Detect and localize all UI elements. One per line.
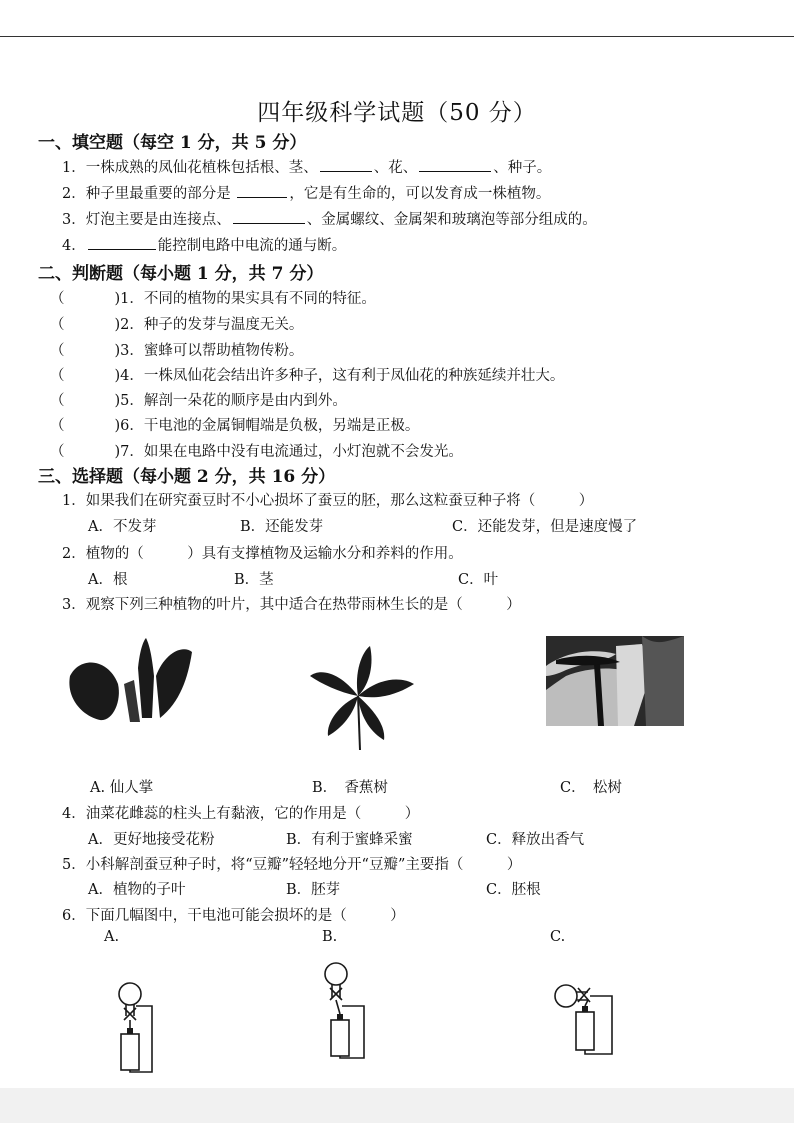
true-false-item-6: （ )6．干电池的金属铜帽端是负极，另端是正极。 <box>50 418 420 434</box>
circuit-figure-a <box>108 976 168 1076</box>
top-rule <box>0 36 794 37</box>
answer-blank <box>237 183 287 198</box>
choice-5-option-b: B．胚芽 <box>286 882 341 898</box>
circuit-figure-c <box>548 978 620 1060</box>
true-false-item-5: （ )5．解剖一朵花的顺序是由内到外。 <box>50 393 347 409</box>
choice-3-option-b: B． 香蕉树 <box>312 780 388 796</box>
true-false-item-3: （ )3．蜜蜂可以帮助植物传粉。 <box>50 343 304 359</box>
fill-blank-question-2: 2．种子里最重要的部分是 ，它是有生命的，可以发育成一株植物。 <box>62 182 550 203</box>
choice-3-option-a: A. 仙人掌 <box>90 780 154 796</box>
choice-question-4-stem: 4．油菜花雌蕊的柱头上有黏液，它的作用是（ ） <box>62 806 420 822</box>
true-false-item-2: （ )2．种子的发芽与温度无关。 <box>50 317 304 333</box>
choice-4-option-c: C．释放出香气 <box>486 832 585 848</box>
choice-4-option-a: A．更好地接受花粉 <box>88 832 215 848</box>
choice-3-option-c: C． 松树 <box>560 780 622 796</box>
choice-1-option-b: B．还能发芽 <box>240 519 324 535</box>
answer-blank <box>320 157 372 172</box>
choice-5-option-c: C．胚根 <box>486 882 541 898</box>
page-bottom-shade <box>0 1088 794 1123</box>
choice-question-6-stem: 6．下面几幅图中，干电池可能会损坏的是（ ） <box>62 908 405 924</box>
section-heading-true-false: 二、判断题（每小题 1 分，共 7 分） <box>38 264 324 284</box>
choice-question-3-stem: 3．观察下列三种植物的叶片，其中适合在热带雨林生长的是（ ） <box>62 597 521 613</box>
choice-4-option-b: B．有利于蜜蜂采蜜 <box>286 832 413 848</box>
true-false-item-4: （ )4．一株凤仙花会结出许多种子，这有利于凤仙花的种族延续并壮大。 <box>50 368 565 384</box>
choice-question-2-stem: 2．植物的（ ）具有支撑植物及运输水分和养料的作用。 <box>62 546 463 562</box>
choice-6-option-c: C. <box>550 929 566 945</box>
choice-2-option-a: A．根 <box>88 572 128 588</box>
circuit-figure-b <box>318 958 378 1062</box>
true-false-item-7: （ )7．如果在电路中没有电流通过，小灯泡就不会发光。 <box>50 444 463 460</box>
answer-blank <box>88 235 156 250</box>
answer-blank <box>233 209 305 224</box>
pine-tree-figure <box>546 636 684 726</box>
choice-5-option-a: A．植物的子叶 <box>88 882 186 898</box>
choice-1-option-a: A．不发芽 <box>88 519 157 535</box>
choice-1-option-c: C．还能发芽，但是速度慢了 <box>452 519 638 535</box>
true-false-item-1: （ )1．不同的植物的果实具有不同的特征。 <box>50 291 376 307</box>
fill-blank-question-4: 4． 能控制电路中电流的通与断。 <box>62 234 346 255</box>
choice-question-5-stem: 5．小科解剖蚕豆种子时，将“豆瓣”轻轻地分开“豆瓣”主要指（ ） <box>62 857 522 873</box>
choice-2-option-b: B．茎 <box>234 572 274 588</box>
fill-blank-question-1: 1．一株成熟的凤仙花植株包括根、茎、 、花、 、种子。 <box>62 156 551 177</box>
choice-6-option-a: A. <box>104 929 120 945</box>
choice-2-option-c: C．叶 <box>458 572 499 588</box>
page-title: 四年级科学试题（50 分） <box>257 100 537 126</box>
fill-blank-question-3: 3．灯泡主要是由连接点、 、金属螺纹、金属架和玻璃泡等部分组成的。 <box>62 208 597 229</box>
cactus-leaf-figure <box>60 636 195 728</box>
section-heading-choice: 三、选择题（每小题 2 分，共 16 分） <box>38 467 336 487</box>
banana-tree-leaf-figure <box>300 642 420 752</box>
section-heading-fill-blank: 一、填空题（每空 1 分，共 5 分） <box>38 133 307 153</box>
choice-6-option-b: B. <box>322 929 338 945</box>
answer-blank <box>419 157 491 172</box>
choice-question-1-stem: 1．如果我们在研究蚕豆时不小心损坏了蚕豆的胚，那么这粒蚕豆种子将（ ） <box>62 493 594 509</box>
